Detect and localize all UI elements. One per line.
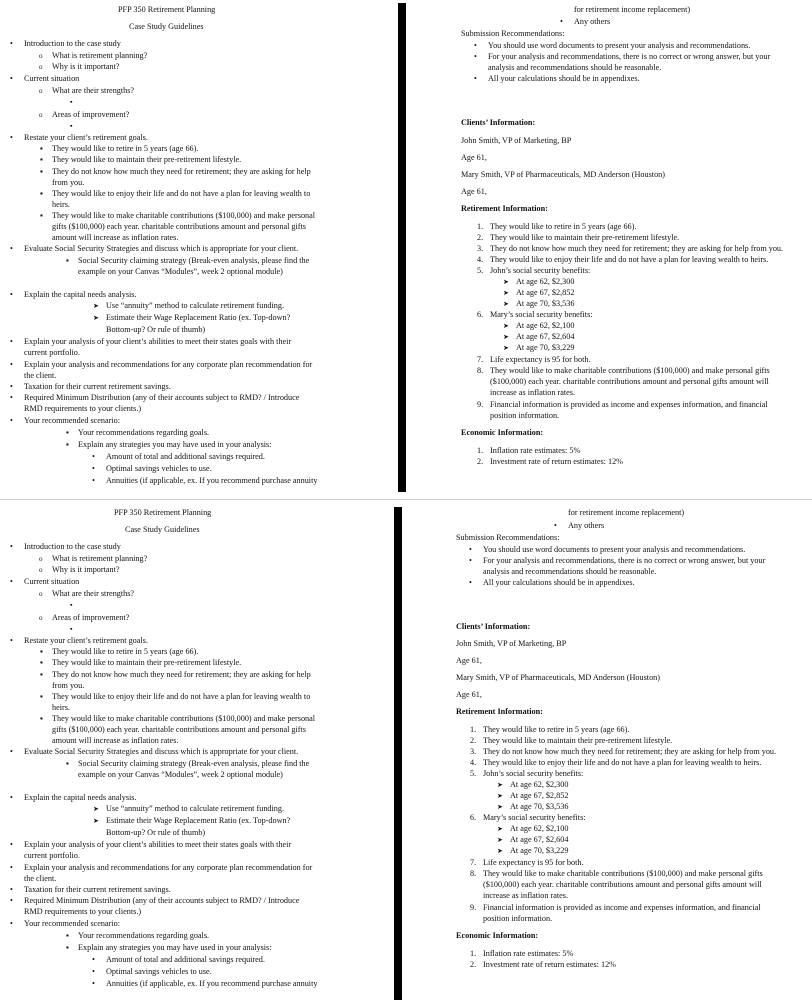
list-item: • You should use word documents to present your analysis and recommendations. (488, 41, 750, 52)
list-number: 7. (477, 355, 484, 364)
list-item: ▪ Social Security claiming strategy (Break-even analysis, please find the (78, 256, 309, 267)
doc-title: PFP 350 Retirement Planning (114, 508, 212, 517)
section-heading: Economic Information: (461, 428, 544, 437)
list-item: amount will increase as inflation rates. (52, 736, 179, 745)
list-item: ▪ They would like to retire in 5 years (age 66). (52, 647, 198, 658)
benefit-item: ➤ At age 67, $2,604 (510, 835, 568, 846)
list-number: 6. (470, 813, 477, 822)
list-item: example on your Canvas “Modules”, week 2 optional module) (78, 267, 283, 276)
list-number: 7. (470, 858, 477, 867)
list-item: gifts ($100,000) each year. charitable contributions amount and personal gifts (52, 725, 306, 734)
list-item: • All your calculations should be in appendixes. (488, 74, 640, 85)
client-name: Mary Smith, VP of Pharmaceuticals, MD Anderson (Houston) (461, 170, 665, 179)
bullet-icon: ▪ (70, 122, 73, 130)
list-item: o What is retirement planning? (52, 51, 147, 62)
benefit-item: ➤ At age 62, $2,300 (510, 780, 568, 791)
list-item: Investment rate of return estimates: 12% (490, 457, 624, 466)
list-item: Inflation rate estimates: 5% (490, 446, 581, 455)
guidelines-page-top (0, 0, 406, 503)
client-age: Age 61, (461, 187, 487, 196)
list-item: John’s social security benefits: (490, 266, 591, 275)
list-number: 2. (477, 233, 484, 242)
list-item: from you. (52, 178, 85, 187)
list-item: • Restate your client’s retirement goals. (24, 133, 148, 144)
list-item: analysis and recommendations should be reasonable. (488, 63, 662, 72)
client-info-page-top (406, 0, 812, 503)
list-item: • For your analysis and recommendations, there is no correct or wrong answer, but your (488, 52, 770, 63)
client-info-page-bottom (406, 504, 812, 1007)
list-item: • You should use word documents to present your analysis and recommendations. (483, 545, 745, 556)
list-item: • Current situation (24, 577, 79, 588)
section-heading: Retirement Information: (461, 204, 548, 213)
list-item: • Amount of total and additional savings required. (106, 955, 265, 966)
benefit-item: ➤ At age 67, $2,852 (510, 791, 568, 802)
list-item: Life expectancy is 95 for both. (483, 858, 584, 867)
list-item: increase as inflation rates. (483, 891, 569, 900)
list-item: • Current situation (24, 74, 79, 85)
list-item: Financial information is provided as income and expenses information, and financial (490, 400, 768, 409)
list-item: current portfolio. (24, 851, 80, 860)
benefit-item: ➤ At age 62, $2,100 (510, 824, 568, 835)
list-number: 1. (470, 949, 477, 958)
client-name: John Smith, VP of Marketing, BP (461, 136, 572, 145)
list-item: They would like to enjoy their life and do not have a plan for leaving wealth to heirs. (483, 758, 762, 767)
list-number: 5. (477, 266, 484, 275)
list-number: 4. (470, 758, 477, 767)
list-item: ▪ They would like to maintain their pre-retirement lifestyle. (52, 155, 241, 166)
list-item: heirs. (52, 200, 70, 209)
doc-title: PFP 350 Retirement Planning (118, 5, 216, 14)
list-item: • Required Minimum Distribution (any of their accounts subject to RMD? / Introduce (24, 393, 299, 404)
list-item: Mary’s social security benefits: (490, 310, 593, 319)
list-item: ▪ Social Security claiming strategy (Break-even analysis, please find the (78, 759, 309, 770)
list-item: ▪ They would like to make charitable contributions ($100,000) and make personal (52, 211, 315, 222)
list-item: ▪ Your recommendations regarding goals. (78, 931, 209, 942)
bullet-icon: ▪ (70, 601, 73, 609)
list-item: • Explain your analysis and recommendations for any corporate plan recommendation for (24, 863, 312, 874)
client-name: Mary Smith, VP of Pharmaceuticals, MD Anderson (Houston) (456, 673, 660, 682)
list-item: ➤ Estimate their Wage Replacement Ratio (ex. Top-down? (106, 816, 290, 827)
list-item: • Restate your client’s retirement goals. (24, 636, 148, 647)
list-item: the client. (24, 874, 57, 883)
benefit-item: ➤ At age 70, $3,229 (516, 343, 574, 354)
list-item: increase as inflation rates. (490, 388, 576, 397)
list-item: ➤ Use “annuity” method to calculate retirement funding. (106, 301, 284, 312)
list-item: • Taxation for their current retirement savings. (24, 382, 171, 393)
list-item: position information. (490, 411, 560, 420)
section-label: Submission Recommendations: (461, 29, 565, 38)
list-item: • Optimal savings vehicles to use. (106, 967, 212, 978)
list-item: They would like to maintain their pre-retirement lifestyle. (483, 736, 673, 745)
benefit-item: ➤ At age 62, $2,300 (516, 277, 574, 288)
list-item: • Explain your analysis of your client’s abilities to meet their states goals with their (24, 840, 291, 851)
list-item: • Your recommended scenario: (24, 919, 120, 930)
list-item: • Introduction to the case study (24, 39, 121, 50)
list-item: • Explain your analysis of your client’s abilities to meet their states goals with their (24, 337, 291, 348)
benefit-item: ➤ At age 67, $2,604 (516, 332, 574, 343)
list-item: • Taxation for their current retirement savings. (24, 885, 171, 896)
list-item: o What are their strengths? (52, 589, 134, 600)
list-item: gifts ($100,000) each year. charitable contributions amount and personal gifts (52, 222, 306, 231)
list-item: ➤ Use “annuity” method to calculate retirement funding. (106, 804, 284, 815)
list-item: • Evaluate Social Security Strategies and discuss which is appropriate for your client. (24, 244, 298, 255)
list-item: • Annuities (if applicable, ex. If you recommend purchase annuity (106, 476, 317, 487)
list-item: ▪ Explain any strategies you may have used in your analysis: (78, 943, 272, 954)
list-item: ▪ They would like to retire in 5 years (age 66). (52, 144, 198, 155)
list-item: • Introduction to the case study (24, 542, 121, 553)
list-item: current portfolio. (24, 348, 80, 357)
benefit-item: ➤ At age 67, $2,852 (516, 288, 574, 299)
list-item: o What are their strengths? (52, 86, 134, 97)
list-item: They would like to retire in 5 years (age 66). (490, 222, 637, 231)
client-age: Age 61, (461, 153, 487, 162)
list-item: • Optimal savings vehicles to use. (106, 464, 212, 475)
list-item: • Explain your analysis and recommendations for any corporate plan recommendation for (24, 360, 312, 371)
list-item: They do not know how much they need for retirement; they are asking for help from you. (490, 244, 784, 253)
list-item: ▪ They do not know how much they need for retirement; they are asking for help (52, 670, 311, 681)
list-number: 6. (477, 310, 484, 319)
list-number: 3. (470, 747, 477, 756)
list-item: • Explain the capital needs analysis. (24, 793, 137, 804)
list-item: Mary’s social security benefits: (483, 813, 586, 822)
list-item: o What is retirement planning? (52, 554, 147, 565)
list-item: Investment rate of return estimates: 12% (483, 960, 617, 969)
guidelines-page-bottom (0, 504, 406, 1007)
list-item: o Why is it important? (52, 62, 120, 73)
list-number: 3. (477, 244, 484, 253)
list-item: Inflation rate estimates: 5% (483, 949, 574, 958)
list-item: • Your recommended scenario: (24, 416, 120, 427)
benefit-item: ➤ At age 70, $3,536 (510, 802, 568, 813)
list-item: They do not know how much they need for retirement; they are asking for help from you. (483, 747, 777, 756)
list-item: ➤ Estimate their Wage Replacement Ratio (ex. Top-down? (106, 313, 290, 324)
list-item: o Areas of improvement? (52, 613, 129, 624)
list-item: • Annuities (if applicable, ex. If you recommend purchase annuity (106, 979, 317, 990)
list-item: o Why is it important? (52, 565, 120, 576)
section-label: Submission Recommendations: (456, 533, 560, 542)
list-number: 8. (477, 366, 484, 375)
list-number: 5. (470, 769, 477, 778)
bullet-icon: ▪ (70, 625, 73, 633)
list-number: 9. (470, 903, 477, 912)
list-item: • For your analysis and recommendations, there is no correct or wrong answer, but your (483, 556, 765, 567)
list-item: for retirement income replacement) (574, 5, 691, 14)
doc-subtitle: Case Study Guidelines (125, 525, 200, 534)
section-heading: Economic Information: (456, 931, 539, 940)
list-number: 4. (477, 255, 484, 264)
list-item: They would like to maintain their pre-retirement lifestyle. (490, 233, 680, 242)
list-item: • Amount of total and additional savings required. (106, 452, 265, 463)
list-item: heirs. (52, 703, 70, 712)
list-number: 2. (470, 736, 477, 745)
list-item: Bottom-up? Or rule of thumb) (106, 828, 206, 837)
list-item: • Evaluate Social Security Strategies and discuss which is appropriate for your client. (24, 747, 298, 758)
list-item: example on your Canvas “Modules”, week 2 optional module) (78, 770, 283, 779)
list-item: They would like to make charitable contributions ($100,000) and make personal gifts (490, 366, 770, 375)
list-item: RMD requirements to your clients.) (24, 404, 142, 413)
list-number: 1. (477, 222, 484, 231)
client-age: Age 61, (456, 656, 482, 665)
list-item: for retirement income replacement) (568, 508, 685, 517)
list-item: ($100,000) each year. charitable contributions amount and personal gifts amount will (490, 377, 769, 386)
list-item: ▪ They do not know how much they need for retirement; they are asking for help (52, 167, 311, 178)
client-name: John Smith, VP of Marketing, BP (456, 639, 567, 648)
doc-subtitle: Case Study Guidelines (129, 22, 204, 31)
list-item: They would like to make charitable contributions ($100,000) and make personal gifts (483, 869, 763, 878)
list-item: • Required Minimum Distribution (any of their accounts subject to RMD? / Introduce (24, 896, 299, 907)
list-item: o Areas of improvement? (52, 110, 129, 121)
section-heading: Retirement Information: (456, 707, 543, 716)
list-item: They would like to retire in 5 years (age 66). (483, 725, 630, 734)
benefit-item: ➤ At age 62, $2,100 (516, 321, 574, 332)
list-item: ▪ Explain any strategies you may have used in your analysis: (78, 440, 272, 451)
benefit-item: ➤ At age 70, $3,229 (510, 846, 568, 857)
list-item: position information. (483, 914, 553, 923)
list-item: ▪ They would like to maintain their pre-retirement lifestyle. (52, 658, 241, 669)
section-heading: Clients’ Information: (456, 622, 531, 631)
list-item: • Explain the capital needs analysis. (24, 290, 137, 301)
list-item: • All your calculations should be in appendixes. (483, 578, 635, 589)
list-item: Financial information is provided as income and expenses information, and financial (483, 903, 761, 912)
list-number: 2. (477, 457, 484, 466)
list-number: 8. (470, 869, 477, 878)
list-number: 2. (470, 960, 477, 969)
client-age: Age 61, (456, 690, 482, 699)
list-item: They would like to enjoy their life and do not have a plan for leaving wealth to heirs. (490, 255, 769, 264)
list-item: ▪ They would like to enjoy their life and do not have a plan for leaving wealth to (52, 189, 310, 200)
list-item: • Any others (574, 17, 610, 28)
list-item: Life expectancy is 95 for both. (490, 355, 591, 364)
list-item: ▪ Your recommendations regarding goals. (78, 428, 209, 439)
list-item: ▪ They would like to enjoy their life and do not have a plan for leaving wealth to (52, 692, 310, 703)
list-item: from you. (52, 681, 85, 690)
list-number: 1. (470, 725, 477, 734)
list-item: John’s social security benefits: (483, 769, 584, 778)
list-number: 1. (477, 446, 484, 455)
list-item: amount will increase as inflation rates. (52, 233, 179, 242)
bullet-icon: ▪ (70, 98, 73, 106)
list-item: analysis and recommendations should be reasonable. (483, 567, 657, 576)
list-item: RMD requirements to your clients.) (24, 907, 142, 916)
list-item: ($100,000) each year. charitable contributions amount and personal gifts amount will (483, 880, 762, 889)
benefit-item: ➤ At age 70, $3,536 (516, 299, 574, 310)
list-item: Bottom-up? Or rule of thumb) (106, 325, 206, 334)
list-number: 9. (477, 400, 484, 409)
list-item: ▪ They would like to make charitable contributions ($100,000) and make personal (52, 714, 315, 725)
section-heading: Clients’ Information: (461, 118, 536, 127)
list-item: the client. (24, 371, 57, 380)
list-item: • Any others (568, 521, 604, 532)
